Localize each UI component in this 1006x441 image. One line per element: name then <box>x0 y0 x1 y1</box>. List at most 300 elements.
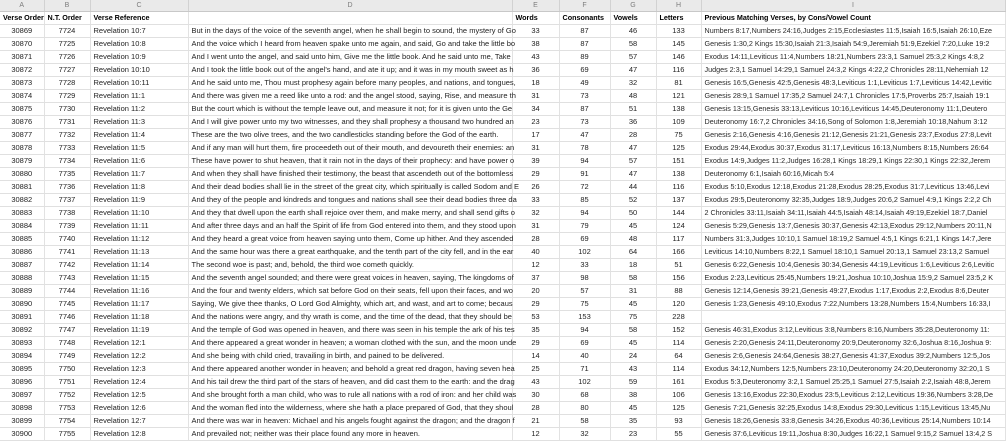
cell-words[interactable]: 18 <box>512 77 559 90</box>
cell-nt-order[interactable]: 7725 <box>44 38 90 51</box>
cell-verse-reference[interactable]: Revelation 11:14 <box>90 259 188 272</box>
cell-consonants[interactable]: 87 <box>559 103 610 116</box>
cell-letters[interactable]: 116 <box>656 64 701 77</box>
cell-verse-order[interactable]: 30883 <box>0 207 44 220</box>
header-verse-text[interactable] <box>188 12 512 25</box>
cell-previous-matches[interactable]: Genesis 5:29,Genesis 13:7,Genesis 30:37,Genesis 42:13,Exodus 29:12,Numbers 20:11,N <box>701 220 1005 233</box>
cell-previous-matches[interactable]: Genesis 16:5,Genesis 42:5,Genesis 48:3,Leviticus 1:1,Leviticus 1:7,Leviticus 14:42,Levitic <box>701 77 1005 90</box>
cell-nt-order[interactable]: 7751 <box>44 376 90 389</box>
cell-verse-text[interactable]: And there appeared a great wonder in heaven; a woman clothed with the sun, and the moon unde <box>188 337 512 350</box>
cell-consonants[interactable]: 80 <box>559 402 610 415</box>
cell-consonants[interactable]: 87 <box>559 38 610 51</box>
header-letters[interactable]: Letters <box>656 12 701 25</box>
cell-letters[interactable]: 51 <box>656 259 701 272</box>
cell-consonants[interactable]: 85 <box>559 194 610 207</box>
cell-verse-text[interactable]: And the seventh angel sounded; and there were great voices in heaven, saying, The kingdoms of <box>188 272 512 285</box>
cell-words[interactable]: 30 <box>512 389 559 402</box>
cell-previous-matches[interactable]: Genesis 2:16,Genesis 4:16,Genesis 21:12,Genesis 21:21,Genesis 23:7,Exodus 27:8,Levit <box>701 129 1005 142</box>
cell-words[interactable]: 35 <box>512 324 559 337</box>
cell-words[interactable]: 32 <box>512 207 559 220</box>
cell-verse-reference[interactable]: Revelation 11:1 <box>90 90 188 103</box>
column-header-b[interactable]: B <box>44 0 90 12</box>
cell-letters[interactable]: 161 <box>656 376 701 389</box>
cell-previous-matches[interactable]: Exodus 2:23,Leviticus 25:45,Numbers 19:21,Joshua 10:10,Joshua 15:9,2 Samuel 23:5,2 K <box>701 272 1005 285</box>
cell-verse-order[interactable]: 30887 <box>0 259 44 272</box>
cell-nt-order[interactable]: 7743 <box>44 272 90 285</box>
cell-consonants[interactable]: 94 <box>559 155 610 168</box>
cell-verse-reference[interactable]: Revelation 11:7 <box>90 168 188 181</box>
cell-verse-reference[interactable]: Revelation 11:11 <box>90 220 188 233</box>
cell-previous-matches[interactable]: Exodus 5:10,Exodus 12:18,Exodus 21:28,Exodus 28:25,Exodus 31:7,Leviticus 13:46,Levi <box>701 181 1005 194</box>
cell-nt-order[interactable]: 7745 <box>44 298 90 311</box>
cell-previous-matches[interactable]: Exodus 29:44,Exodus 30:37,Exodus 31:17,Leviticus 16:13,Numbers 8:15,Numbers 26:64 <box>701 142 1005 155</box>
cell-verse-text[interactable]: And she brought forth a man child, who was to rule all nations with a rod of iron: and her child was <box>188 389 512 402</box>
cell-vowels[interactable]: 36 <box>610 116 656 129</box>
cell-words[interactable]: 12 <box>512 259 559 272</box>
cell-vowels[interactable]: 75 <box>610 311 656 324</box>
cell-verse-order[interactable]: 30869 <box>0 25 44 38</box>
column-header-h[interactable]: H <box>656 0 701 12</box>
cell-verse-order[interactable]: 30888 <box>0 272 44 285</box>
cell-nt-order[interactable]: 7727 <box>44 64 90 77</box>
cell-verse-text[interactable]: And his tail drew the third part of the stars of heaven, and did cast them to the earth: and the drag <box>188 376 512 389</box>
cell-nt-order[interactable]: 7739 <box>44 220 90 233</box>
cell-previous-matches[interactable]: Genesis 13:15,Genesis 33:13,Leviticus 10:16,Leviticus 14:45,Deuteronomy 11:1,Deutero <box>701 103 1005 116</box>
header-verse-order[interactable]: Verse Order <box>0 12 44 25</box>
cell-previous-matches[interactable]: Exodus 14:9,Judges 11:2,Judges 16:28,1 Kings 18:29,1 Kings 22:30,1 Kings 22:32,Jerem <box>701 155 1005 168</box>
cell-words[interactable]: 39 <box>512 155 559 168</box>
cell-vowels[interactable]: 23 <box>610 428 656 441</box>
cell-consonants[interactable]: 153 <box>559 311 610 324</box>
cell-verse-order[interactable]: 30895 <box>0 363 44 376</box>
cell-consonants[interactable]: 40 <box>559 350 610 363</box>
cell-words[interactable]: 31 <box>512 90 559 103</box>
cell-letters[interactable]: 156 <box>656 272 701 285</box>
cell-consonants[interactable]: 33 <box>559 259 610 272</box>
cell-letters[interactable]: 109 <box>656 116 701 129</box>
cell-letters[interactable]: 146 <box>656 51 701 64</box>
cell-verse-text[interactable]: And the temple of God was opened in heaven, and there was seen in his temple the ark of his tes <box>188 324 512 337</box>
cell-consonants[interactable]: 79 <box>559 220 610 233</box>
cell-verse-text[interactable]: These are the two olive trees, and the two candlesticks standing before the God of the earth. <box>188 129 512 142</box>
cell-verse-reference[interactable]: Revelation 12:6 <box>90 402 188 415</box>
cell-verse-text[interactable]: The second woe is past; and, behold, the third woe cometh quickly. <box>188 259 512 272</box>
cell-verse-order[interactable]: 30884 <box>0 220 44 233</box>
column-header-a[interactable]: A <box>0 0 44 12</box>
column-header-i[interactable]: I <box>701 0 1005 12</box>
cell-verse-text[interactable]: And the nations were angry, and thy wrath is come, and the time of the dead, that they should be <box>188 311 512 324</box>
cell-letters[interactable]: 144 <box>656 207 701 220</box>
cell-consonants[interactable]: 89 <box>559 51 610 64</box>
cell-vowels[interactable]: 59 <box>610 376 656 389</box>
cell-previous-matches[interactable]: Genesis 1:23,Genesis 49:10,Exodus 7:22,Numbers 13:28,Numbers 15:4,Numbers 16:33,I <box>701 298 1005 311</box>
cell-vowels[interactable]: 51 <box>610 103 656 116</box>
cell-consonants[interactable]: 58 <box>559 415 610 428</box>
cell-verse-order[interactable]: 30885 <box>0 233 44 246</box>
cell-verse-reference[interactable]: Revelation 10:7 <box>90 25 188 38</box>
cell-previous-matches[interactable]: Genesis 2:6,Genesis 24:64,Genesis 38:27,Genesis 41:37,Exodus 39:2,Numbers 12:5,Jos <box>701 350 1005 363</box>
cell-consonants[interactable]: 68 <box>559 389 610 402</box>
cell-words[interactable]: 43 <box>512 51 559 64</box>
cell-vowels[interactable]: 44 <box>610 181 656 194</box>
cell-letters[interactable]: 88 <box>656 285 701 298</box>
cell-vowels[interactable]: 32 <box>610 77 656 90</box>
cell-letters[interactable]: 138 <box>656 168 701 181</box>
cell-words[interactable]: 25 <box>512 363 559 376</box>
cell-vowels[interactable]: 28 <box>610 129 656 142</box>
cell-letters[interactable]: 125 <box>656 142 701 155</box>
cell-verse-reference[interactable]: Revelation 11:5 <box>90 142 188 155</box>
cell-consonants[interactable]: 57 <box>559 285 610 298</box>
cell-consonants[interactable]: 87 <box>559 25 610 38</box>
cell-letters[interactable]: 133 <box>656 25 701 38</box>
cell-previous-matches[interactable]: Judges 2:3,1 Samuel 14:29,1 Samuel 24:3,2 Kings 4:22,2 Chronicles 28:11,Nehemiah 12 <box>701 64 1005 77</box>
cell-verse-reference[interactable]: Revelation 11:18 <box>90 311 188 324</box>
column-header-c[interactable]: C <box>90 0 188 12</box>
cell-words[interactable]: 29 <box>512 337 559 350</box>
cell-words[interactable]: 28 <box>512 233 559 246</box>
cell-verse-text[interactable]: And after three days and an half the Spirit of life from God entered into them, and they stood upon <box>188 220 512 233</box>
cell-consonants[interactable]: 73 <box>559 90 610 103</box>
cell-verse-reference[interactable]: Revelation 11:9 <box>90 194 188 207</box>
cell-nt-order[interactable]: 7754 <box>44 415 90 428</box>
cell-words[interactable]: 21 <box>512 415 559 428</box>
cell-words[interactable]: 17 <box>512 129 559 142</box>
cell-verse-reference[interactable]: Revelation 12:8 <box>90 428 188 441</box>
cell-previous-matches[interactable]: Deuteronomy 6:1,Isaiah 60:16,Micah 5:4 <box>701 168 1005 181</box>
cell-verse-reference[interactable]: Revelation 11:6 <box>90 155 188 168</box>
cell-nt-order[interactable]: 7730 <box>44 103 90 116</box>
cell-verse-order[interactable]: 30892 <box>0 324 44 337</box>
cell-verse-order[interactable]: 30891 <box>0 311 44 324</box>
cell-vowels[interactable]: 47 <box>610 142 656 155</box>
cell-letters[interactable]: 93 <box>656 415 701 428</box>
cell-letters[interactable]: 106 <box>656 389 701 402</box>
cell-nt-order[interactable]: 7741 <box>44 246 90 259</box>
cell-words[interactable]: 31 <box>512 142 559 155</box>
cell-nt-order[interactable]: 7737 <box>44 194 90 207</box>
cell-letters[interactable]: 137 <box>656 194 701 207</box>
cell-vowels[interactable]: 31 <box>610 285 656 298</box>
cell-letters[interactable]: 55 <box>656 428 701 441</box>
cell-verse-order[interactable]: 30879 <box>0 155 44 168</box>
cell-vowels[interactable]: 64 <box>610 246 656 259</box>
cell-letters[interactable]: 125 <box>656 402 701 415</box>
column-header-f[interactable]: F <box>559 0 610 12</box>
cell-previous-matches[interactable]: Genesis 13:16,Exodus 22:30,Exodus 23:5,Leviticus 2:12,Leviticus 19:36,Numbers 3:28,De <box>701 389 1005 402</box>
cell-words[interactable]: 36 <box>512 64 559 77</box>
cell-previous-matches[interactable]: Exodus 14:11,Leviticus 11:4,Numbers 18:21,Numbers 23:3,1 Samuel 25:3,2 Kings 4:8,2 <box>701 51 1005 64</box>
cell-vowels[interactable]: 57 <box>610 51 656 64</box>
cell-letters[interactable]: 114 <box>656 363 701 376</box>
cell-vowels[interactable]: 35 <box>610 415 656 428</box>
cell-vowels[interactable]: 47 <box>610 168 656 181</box>
cell-verse-order[interactable]: 30871 <box>0 51 44 64</box>
cell-verse-text[interactable]: And I took the little book out of the angel's hand, and ate it up; and it was in my mouth sweet as h <box>188 64 512 77</box>
cell-nt-order[interactable]: 7728 <box>44 77 90 90</box>
cell-nt-order[interactable]: 7732 <box>44 129 90 142</box>
cell-nt-order[interactable]: 7735 <box>44 168 90 181</box>
cell-verse-reference[interactable]: Revelation 11:12 <box>90 233 188 246</box>
column-header-d[interactable]: D <box>188 0 512 12</box>
column-header-g[interactable]: G <box>610 0 656 12</box>
cell-previous-matches[interactable]: Numbers 31:3,Judges 10:10,1 Samuel 18:19,2 Samuel 4:5,1 Kings 6:21,1 Kings 14:7,Jere <box>701 233 1005 246</box>
cell-words[interactable]: 31 <box>512 220 559 233</box>
cell-previous-matches[interactable]: Genesis 12:14,Genesis 39:21,Genesis 49:27,Exodus 1:17,Exodus 2:2,Exodus 8:6,Deuter <box>701 285 1005 298</box>
cell-previous-matches[interactable]: Exodus 29:5,Deuteronomy 32:35,Judges 18:9,Judges 20:6,2 Samuel 4:9,1 Kings 2:2,2 Ch <box>701 194 1005 207</box>
cell-nt-order[interactable]: 7742 <box>44 259 90 272</box>
cell-verse-reference[interactable]: Revelation 11:2 <box>90 103 188 116</box>
cell-previous-matches[interactable]: Genesis 46:31,Exodus 3:12,Leviticus 3:8,Numbers 8:16,Numbers 35:28,Deuteronomy 11: <box>701 324 1005 337</box>
cell-consonants[interactable]: 73 <box>559 116 610 129</box>
cell-letters[interactable]: 124 <box>656 220 701 233</box>
cell-previous-matches[interactable]: Genesis 2:20,Genesis 24:11,Deuteronomy 20:9,Deuteronomy 32:6,Joshua 8:16,Joshua 9: <box>701 337 1005 350</box>
cell-consonants[interactable]: 102 <box>559 376 610 389</box>
header-verse-reference[interactable]: Verse Reference <box>90 12 188 25</box>
cell-nt-order[interactable]: 7753 <box>44 402 90 415</box>
cell-previous-matches[interactable]: Genesis 6:22,Genesis 10:4,Genesis 30:34,Genesis 44:19,Leviticus 1:6,Leviticus 2:6,Levitic <box>701 259 1005 272</box>
cell-verse-text[interactable]: And they of the people and kindreds and tongues and nations shall see their dead bodies three da <box>188 194 512 207</box>
cell-letters[interactable]: 120 <box>656 298 701 311</box>
header-vowels[interactable]: Vowels <box>610 12 656 25</box>
cell-verse-order[interactable]: 30876 <box>0 116 44 129</box>
cell-words[interactable]: 12 <box>512 428 559 441</box>
cell-vowels[interactable]: 57 <box>610 155 656 168</box>
cell-vowels[interactable]: 47 <box>610 64 656 77</box>
cell-words[interactable]: 29 <box>512 168 559 181</box>
cell-verse-text[interactable]: And prevailed not; neither was their place found any more in heaven. <box>188 428 512 441</box>
cell-verse-reference[interactable]: Revelation 12:2 <box>90 350 188 363</box>
cell-consonants[interactable]: 69 <box>559 337 610 350</box>
cell-consonants[interactable]: 102 <box>559 246 610 259</box>
cell-verse-text[interactable]: And I will give power unto my two witnesses, and they shall prophesy a thousand two hundred an <box>188 116 512 129</box>
cell-verse-order[interactable]: 30894 <box>0 350 44 363</box>
cell-nt-order[interactable]: 7752 <box>44 389 90 402</box>
cell-consonants[interactable]: 69 <box>559 64 610 77</box>
cell-verse-text[interactable]: But in the days of the voice of the seventh angel, when he shall begin to sound, the mystery of Go <box>188 25 512 38</box>
cell-previous-matches[interactable]: Genesis 7:21,Genesis 32:25,Exodus 14:8,Exodus 29:30,Leviticus 1:15,Leviticus 13:45,Nu <box>701 402 1005 415</box>
cell-verse-order[interactable]: 30875 <box>0 103 44 116</box>
column-header-e[interactable]: E <box>512 0 559 12</box>
cell-previous-matches[interactable]: Leviticus 14:10,Numbers 8:22,1 Samuel 18:10,1 Samuel 20:13,1 Samuel 23:13,2 Samuel <box>701 246 1005 259</box>
cell-consonants[interactable]: 98 <box>559 272 610 285</box>
cell-verse-reference[interactable]: Revelation 10:9 <box>90 51 188 64</box>
cell-vowels[interactable]: 43 <box>610 363 656 376</box>
cell-verse-reference[interactable]: Revelation 10:8 <box>90 38 188 51</box>
cell-nt-order[interactable]: 7746 <box>44 311 90 324</box>
cell-letters[interactable]: 145 <box>656 38 701 51</box>
cell-letters[interactable]: 138 <box>656 103 701 116</box>
cell-verse-order[interactable]: 30882 <box>0 194 44 207</box>
cell-vowels[interactable]: 50 <box>610 207 656 220</box>
cell-letters[interactable]: 121 <box>656 90 701 103</box>
cell-verse-text[interactable]: And they that dwell upon the earth shall rejoice over them, and make merry, and shall send gifts o <box>188 207 512 220</box>
cell-verse-text[interactable]: And there appeared another wonder in heaven; and behold a great red dragon, having seven hea <box>188 363 512 376</box>
cell-letters[interactable]: 64 <box>656 350 701 363</box>
cell-consonants[interactable]: 94 <box>559 207 610 220</box>
cell-verse-reference[interactable]: Revelation 12:3 <box>90 363 188 376</box>
cell-nt-order[interactable]: 7748 <box>44 337 90 350</box>
cell-consonants[interactable]: 32 <box>559 428 610 441</box>
cell-verse-reference[interactable]: Revelation 11:15 <box>90 272 188 285</box>
cell-verse-order[interactable]: 30873 <box>0 77 44 90</box>
cell-words[interactable]: 34 <box>512 103 559 116</box>
cell-verse-order[interactable]: 30896 <box>0 376 44 389</box>
cell-nt-order[interactable]: 7731 <box>44 116 90 129</box>
cell-nt-order[interactable]: 7740 <box>44 233 90 246</box>
cell-verse-text[interactable]: And the four and twenty elders, which sat before God on their seats, fell upon their faces, and wo <box>188 285 512 298</box>
cell-vowels[interactable]: 38 <box>610 389 656 402</box>
cell-previous-matches[interactable]: Exodus 5:3,Deuteronomy 3:2,1 Samuel 25:25,1 Samuel 27:5,Isaiah 2:2,Isaiah 48:8,Jerem <box>701 376 1005 389</box>
cell-nt-order[interactable]: 7733 <box>44 142 90 155</box>
header-previous-matches[interactable]: Previous Matching Verses, by Cons/Vowel Count <box>701 12 1005 25</box>
cell-verse-order[interactable]: 30877 <box>0 129 44 142</box>
cell-verse-text[interactable]: And when they shall have finished their testimony, the beast that ascendeth out of the bottomless <box>188 168 512 181</box>
cell-letters[interactable]: 166 <box>656 246 701 259</box>
header-consonants[interactable]: Consonants <box>559 12 610 25</box>
cell-words[interactable]: 23 <box>512 116 559 129</box>
cell-verse-text[interactable]: Saying, We give thee thanks, O Lord God Almighty, which art, and wast, and art to come; becaus <box>188 298 512 311</box>
cell-previous-matches[interactable] <box>701 311 1005 324</box>
cell-previous-matches[interactable]: 2 Chronicles 33:11,Isaiah 34:11,Isaiah 44:5,Isaiah 48:14,Isaiah 49:19,Ezekiel 18:7,Daniel <box>701 207 1005 220</box>
cell-nt-order[interactable]: 7729 <box>44 90 90 103</box>
cell-consonants[interactable]: 49 <box>559 77 610 90</box>
cell-vowels[interactable]: 45 <box>610 402 656 415</box>
cell-verse-reference[interactable]: Revelation 11:16 <box>90 285 188 298</box>
cell-vowels[interactable]: 46 <box>610 25 656 38</box>
header-words[interactable]: Words <box>512 12 559 25</box>
cell-verse-reference[interactable]: Revelation 12:4 <box>90 376 188 389</box>
cell-vowels[interactable]: 52 <box>610 194 656 207</box>
cell-vowels[interactable]: 58 <box>610 272 656 285</box>
cell-consonants[interactable]: 47 <box>559 129 610 142</box>
cell-verse-order[interactable]: 30900 <box>0 428 44 441</box>
cell-verse-text[interactable]: And there was given me a reed like unto a rod: and the angel stood, saying, Rise, and measure th <box>188 90 512 103</box>
cell-words[interactable]: 43 <box>512 376 559 389</box>
cell-vowels[interactable]: 45 <box>610 337 656 350</box>
cell-verse-text[interactable]: And he said unto me, Thou must prophesy again before many peoples, and nations, and tongues, <box>188 77 512 90</box>
cell-verse-order[interactable]: 30874 <box>0 90 44 103</box>
cell-verse-reference[interactable]: Revelation 11:8 <box>90 181 188 194</box>
cell-words[interactable]: 37 <box>512 272 559 285</box>
cell-letters[interactable]: 152 <box>656 324 701 337</box>
cell-nt-order[interactable]: 7726 <box>44 51 90 64</box>
cell-verse-text[interactable]: And I went unto the angel, and said unto him, Give me the little book. And he said unto me, Take <box>188 51 512 64</box>
cell-consonants[interactable]: 72 <box>559 181 610 194</box>
cell-vowels[interactable]: 48 <box>610 233 656 246</box>
cell-verse-order[interactable]: 30893 <box>0 337 44 350</box>
cell-nt-order[interactable]: 7734 <box>44 155 90 168</box>
cell-verse-order[interactable]: 30889 <box>0 285 44 298</box>
cell-verse-text[interactable]: And they heard a great voice from heaven saying unto them, Come up hither. And they ascended <box>188 233 512 246</box>
cell-verse-order[interactable]: 30897 <box>0 389 44 402</box>
cell-verse-text[interactable]: And the voice which I heard from heaven spake unto me again, and said, Go and take the little bo <box>188 38 512 51</box>
cell-vowels[interactable]: 58 <box>610 324 656 337</box>
cell-verse-reference[interactable]: Revelation 11:10 <box>90 207 188 220</box>
cell-consonants[interactable]: 69 <box>559 233 610 246</box>
cell-letters[interactable]: 81 <box>656 77 701 90</box>
cell-nt-order[interactable]: 7750 <box>44 363 90 376</box>
cell-previous-matches[interactable]: Numbers 8:17,Numbers 24:16,Judges 2:15,Ecclesiastes 11:5,Isaiah 16:5,Isaiah 26:10,Eze <box>701 25 1005 38</box>
cell-previous-matches[interactable]: Genesis 18:26,Genesis 33:8,Genesis 34:26,Exodus 40:36,Leviticus 25:14,Numbers 10:14 <box>701 415 1005 428</box>
cell-verse-reference[interactable]: Revelation 10:10 <box>90 64 188 77</box>
cell-vowels[interactable]: 24 <box>610 350 656 363</box>
cell-verse-reference[interactable]: Revelation 12:7 <box>90 415 188 428</box>
cell-verse-order[interactable]: 30886 <box>0 246 44 259</box>
cell-verse-reference[interactable]: Revelation 12:1 <box>90 337 188 350</box>
cell-vowels[interactable]: 48 <box>610 90 656 103</box>
cell-letters[interactable]: 114 <box>656 337 701 350</box>
cell-nt-order[interactable]: 7744 <box>44 285 90 298</box>
cell-verse-order[interactable]: 30878 <box>0 142 44 155</box>
cell-letters[interactable]: 228 <box>656 311 701 324</box>
cell-letters[interactable]: 151 <box>656 155 701 168</box>
cell-verse-text[interactable]: And their dead bodies shall lie in the street of the great city, which spiritually is called Sodom and E <box>188 181 512 194</box>
cell-words[interactable]: 33 <box>512 194 559 207</box>
cell-verse-reference[interactable]: Revelation 11:13 <box>90 246 188 259</box>
cell-consonants[interactable]: 91 <box>559 168 610 181</box>
cell-vowels[interactable]: 58 <box>610 38 656 51</box>
cell-verse-text[interactable]: And she being with child cried, travailing in birth, and pained to be delivered. <box>188 350 512 363</box>
cell-previous-matches[interactable]: Deuteronomy 16:7,2 Chronicles 34:16,Song of Solomon 1:8,Jeremiah 10:18,Nahum 3:12 <box>701 116 1005 129</box>
cell-verse-text[interactable]: These have power to shut heaven, that it rain not in the days of their prophecy: and have power o <box>188 155 512 168</box>
cell-consonants[interactable]: 71 <box>559 363 610 376</box>
cell-letters[interactable]: 75 <box>656 129 701 142</box>
cell-verse-reference[interactable]: Revelation 11:3 <box>90 116 188 129</box>
cell-nt-order[interactable]: 7738 <box>44 207 90 220</box>
cell-previous-matches[interactable]: Genesis 1:30,2 Kings 15:30,Isaiah 21:3,Isaiah 54:9,Jeremiah 51:9,Ezekiel 7:20,Luke 19:2 <box>701 38 1005 51</box>
cell-nt-order[interactable]: 7749 <box>44 350 90 363</box>
cell-verse-order[interactable]: 30881 <box>0 181 44 194</box>
cell-vowels[interactable]: 45 <box>610 220 656 233</box>
cell-previous-matches[interactable]: Exodus 34:12,Numbers 12:5,Numbers 23:10,Deuteronomy 24:20,Deuteronomy 32:20,1 S <box>701 363 1005 376</box>
cell-vowels[interactable]: 18 <box>610 259 656 272</box>
cell-consonants[interactable]: 75 <box>559 298 610 311</box>
cell-nt-order[interactable]: 7724 <box>44 25 90 38</box>
cell-nt-order[interactable]: 7747 <box>44 324 90 337</box>
cell-words[interactable]: 14 <box>512 350 559 363</box>
cell-verse-text[interactable]: But the court which is without the temple leave out, and measure it not; for it is given unto the Ge <box>188 103 512 116</box>
cell-words[interactable]: 38 <box>512 38 559 51</box>
cell-verse-order[interactable]: 30890 <box>0 298 44 311</box>
cell-verse-text[interactable]: And if any man will hurt them, fire proceedeth out of their mouth, and devoureth their enemies: an <box>188 142 512 155</box>
cell-letters[interactable]: 117 <box>656 233 701 246</box>
cell-nt-order[interactable]: 7755 <box>44 428 90 441</box>
cell-words[interactable]: 29 <box>512 298 559 311</box>
cell-words[interactable]: 53 <box>512 311 559 324</box>
cell-consonants[interactable]: 94 <box>559 324 610 337</box>
cell-verse-text[interactable]: And there was war in heaven: Michael and his angels fought against the dragon; and the dragon f <box>188 415 512 428</box>
cell-verse-order[interactable]: 30898 <box>0 402 44 415</box>
cell-verse-text[interactable]: And the same hour was there a great earthquake, and the tenth part of the city fell, and in the ear <box>188 246 512 259</box>
cell-verse-text[interactable]: And the woman fled into the wilderness, where she hath a place prepared of God, that they shoul <box>188 402 512 415</box>
header-nt-order[interactable]: N.T. Order <box>44 12 90 25</box>
cell-verse-order[interactable]: 30899 <box>0 415 44 428</box>
cell-previous-matches[interactable]: Genesis 28:9,1 Samuel 17:35,2 Samuel 24:7,1 Chronicles 17:5,Proverbs 25:7,Isaiah 19:1 <box>701 90 1005 103</box>
cell-words[interactable]: 20 <box>512 285 559 298</box>
cell-words[interactable]: 33 <box>512 25 559 38</box>
cell-verse-reference[interactable]: Revelation 11:4 <box>90 129 188 142</box>
cell-verse-reference[interactable]: Revelation 11:17 <box>90 298 188 311</box>
cell-verse-order[interactable]: 30880 <box>0 168 44 181</box>
cell-previous-matches[interactable]: Genesis 37:6,Leviticus 19:11,Joshua 8:30,Judges 16:22,1 Samuel 9:15,2 Samuel 13:4,2 S <box>701 428 1005 441</box>
cell-verse-reference[interactable]: Revelation 10:11 <box>90 77 188 90</box>
cell-verse-order[interactable]: 30872 <box>0 64 44 77</box>
cell-vowels[interactable]: 45 <box>610 298 656 311</box>
cell-consonants[interactable]: 78 <box>559 142 610 155</box>
cell-nt-order[interactable]: 7736 <box>44 181 90 194</box>
cell-words[interactable]: 40 <box>512 246 559 259</box>
